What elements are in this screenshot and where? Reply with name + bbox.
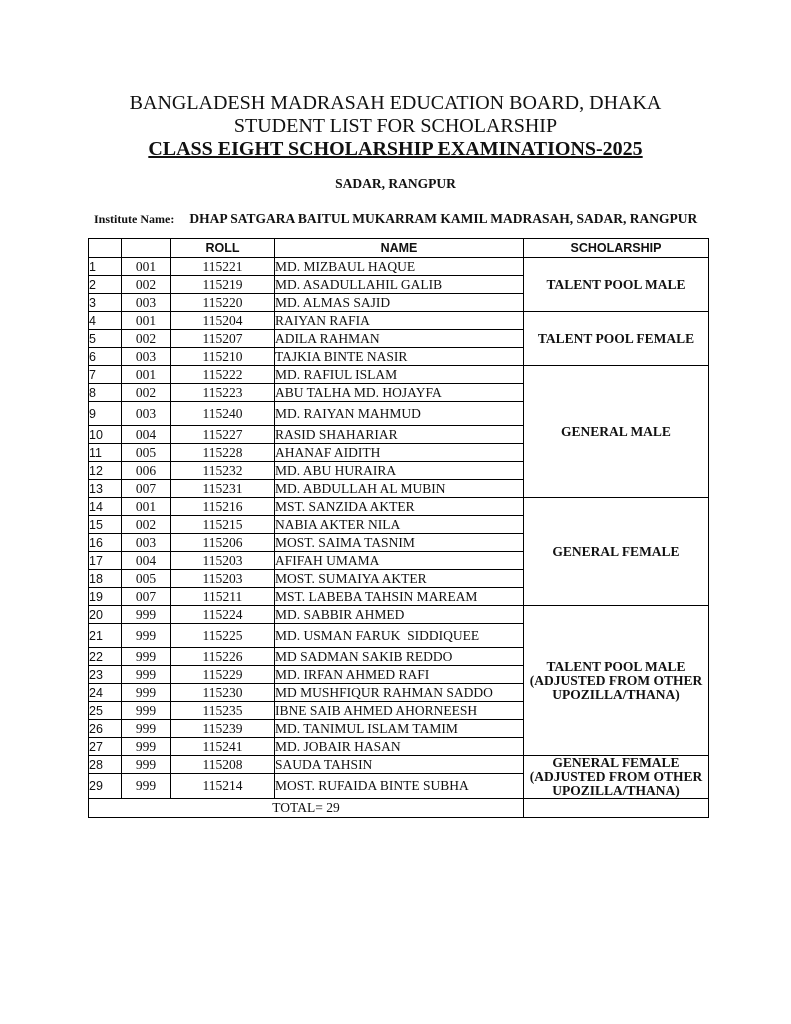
- header-scholarship: SCHOLARSHIP: [524, 239, 709, 258]
- serial-cell: 1: [89, 258, 122, 276]
- total-cell: TOTAL= 29: [89, 799, 524, 818]
- total-row: [89, 799, 709, 818]
- name-cell: MST. LABEBA TAHSIN MAREAM: [275, 588, 524, 606]
- code-cell: 999: [122, 684, 171, 702]
- scholarship-label-line: GENERAL FEMALE: [552, 543, 680, 559]
- roll-cell: 115219: [171, 276, 275, 294]
- code-cell: 999: [122, 702, 171, 720]
- roll-cell: 115222: [171, 366, 275, 384]
- table-row: [89, 312, 709, 330]
- code-cell: 002: [122, 384, 171, 402]
- roll-cell: 115226: [171, 648, 275, 666]
- code-cell: 004: [122, 426, 171, 444]
- code-cell: 999: [122, 648, 171, 666]
- region-heading: SADAR, RANGPUR: [335, 176, 456, 191]
- header-code: [122, 239, 171, 258]
- name-cell: IBNE SAIB AHMED AHORNEESH: [275, 702, 524, 720]
- code-cell: 999: [122, 738, 171, 756]
- roll-cell: 115231: [171, 480, 275, 498]
- scholarship-label-line: UPOZILLA/THANA): [552, 686, 680, 702]
- roll-cell: 115229: [171, 666, 275, 684]
- name-cell: MD. ABU HURAIRA: [275, 462, 524, 480]
- name-cell: MD MUSHFIQUR RAHMAN SADDO: [275, 684, 524, 702]
- serial-cell: 25: [89, 702, 122, 720]
- serial-cell: 13: [89, 480, 122, 498]
- roll-cell: 115208: [171, 756, 275, 774]
- serial-cell: 23: [89, 666, 122, 684]
- code-cell: 003: [122, 348, 171, 366]
- roll-cell: 115232: [171, 462, 275, 480]
- table-body: [89, 258, 709, 799]
- name-cell: ADILA RAHMAN: [275, 330, 524, 348]
- code-cell: 999: [122, 774, 171, 799]
- code-cell: 999: [122, 624, 171, 648]
- institute-line: [94, 210, 791, 228]
- serial-cell: 11: [89, 444, 122, 462]
- serial-cell: 22: [89, 648, 122, 666]
- name-cell: MD. TANIMUL ISLAM TAMIM: [275, 720, 524, 738]
- serial-cell: 20: [89, 606, 122, 624]
- table-row: [89, 258, 709, 276]
- name-cell: NABIA AKTER NILA: [275, 516, 524, 534]
- student-table: [88, 238, 709, 818]
- scholarship-cell: [524, 606, 709, 756]
- serial-cell: 19: [89, 588, 122, 606]
- table-header-row: [89, 239, 709, 258]
- roll-cell: 115221: [171, 258, 275, 276]
- scholarship-label-line: (ADJUSTED FROM OTHER: [529, 769, 703, 784]
- name-cell: MD. ASADULLAHIL GALIB: [275, 276, 524, 294]
- serial-cell: 7: [89, 366, 122, 384]
- name-cell: MD. USMAN FARUK SIDDIQUEE: [275, 624, 524, 648]
- serial-cell: 21: [89, 624, 122, 648]
- name-cell: SAUDA TAHSIN: [275, 756, 524, 774]
- board-title: BANGLADESH MADRASAH EDUCATION BOARD, DHAKA: [129, 92, 662, 114]
- name-cell: MD. IRFAN AHMED RAFI: [275, 666, 524, 684]
- name-cell: MOST. RUFAIDA BINTE SUBHA: [275, 774, 524, 799]
- name-cell: MD SADMAN SAKIB REDDO: [275, 648, 524, 666]
- name-cell: MD. ABDULLAH AL MUBIN: [275, 480, 524, 498]
- code-cell: 002: [122, 516, 171, 534]
- name-cell: AHANAF AIDITH: [275, 444, 524, 462]
- serial-cell: 3: [89, 294, 122, 312]
- name-cell: RASID SHAHARIAR: [275, 426, 524, 444]
- serial-cell: 6: [89, 348, 122, 366]
- roll-cell: 115230: [171, 684, 275, 702]
- name-cell: AFIFAH UMAMA: [275, 552, 524, 570]
- code-cell: 999: [122, 666, 171, 684]
- code-cell: 002: [122, 276, 171, 294]
- code-cell: 007: [122, 588, 171, 606]
- scholarship-cell: [524, 756, 709, 799]
- roll-cell: 115214: [171, 774, 275, 799]
- code-cell: 007: [122, 480, 171, 498]
- roll-cell: 115228: [171, 444, 275, 462]
- header-roll: ROLL: [171, 239, 275, 258]
- name-cell: MD. RAIYAN MAHMUD: [275, 402, 524, 426]
- code-cell: 004: [122, 552, 171, 570]
- serial-cell: 14: [89, 498, 122, 516]
- scholarship-label-line: TALENT POOL MALE: [546, 658, 686, 674]
- name-cell: MD. ALMAS SAJID: [275, 294, 524, 312]
- code-cell: 001: [122, 312, 171, 330]
- name-cell: ABU TALHA MD. HOJAYFA: [275, 384, 524, 402]
- serial-cell: 26: [89, 720, 122, 738]
- code-cell: 003: [122, 402, 171, 426]
- code-cell: 005: [122, 570, 171, 588]
- roll-cell: 115216: [171, 498, 275, 516]
- scholarship-cell: [524, 258, 709, 312]
- roll-cell: 115227: [171, 426, 275, 444]
- roll-cell: 115225: [171, 624, 275, 648]
- roll-cell: 115203: [171, 570, 275, 588]
- name-cell: MD. SABBIR AHMED: [275, 606, 524, 624]
- scholarship-cell: [524, 312, 709, 366]
- serial-cell: 2: [89, 276, 122, 294]
- institute-label: Institute Name:: [94, 212, 175, 226]
- roll-cell: 115215: [171, 516, 275, 534]
- roll-cell: 115220: [171, 294, 275, 312]
- serial-cell: 27: [89, 738, 122, 756]
- code-cell: 002: [122, 330, 171, 348]
- name-cell: MST. SANZIDA AKTER: [275, 498, 524, 516]
- code-cell: 999: [122, 756, 171, 774]
- scholarship-cell: [524, 366, 709, 498]
- table-row: [89, 756, 709, 774]
- serial-cell: 24: [89, 684, 122, 702]
- code-cell: 001: [122, 258, 171, 276]
- serial-cell: 5: [89, 330, 122, 348]
- roll-cell: 115224: [171, 606, 275, 624]
- code-cell: 005: [122, 444, 171, 462]
- roll-cell: 115207: [171, 330, 275, 348]
- roll-cell: 115210: [171, 348, 275, 366]
- name-cell: TAJKIA BINTE NASIR: [275, 348, 524, 366]
- serial-cell: 28: [89, 756, 122, 774]
- code-cell: 001: [122, 498, 171, 516]
- scholarship-label-line: (ADJUSTED FROM OTHER: [529, 672, 703, 688]
- roll-cell: 115206: [171, 534, 275, 552]
- roll-cell: 115241: [171, 738, 275, 756]
- serial-cell: 10: [89, 426, 122, 444]
- name-cell: MD. JOBAIR HASAN: [275, 738, 524, 756]
- serial-cell: 15: [89, 516, 122, 534]
- institute-name: DHAP SATGARA BAITUL MUKARRAM KAMIL MADRASAH, SADAR, RANGPUR: [189, 211, 698, 226]
- serial-cell: 18: [89, 570, 122, 588]
- serial-cell: 9: [89, 402, 122, 426]
- name-cell: MOST. SAIMA TASNIM: [275, 534, 524, 552]
- name-cell: RAIYAN RAFIA: [275, 312, 524, 330]
- code-cell: 006: [122, 462, 171, 480]
- scholarship-label-line: UPOZILLA/THANA): [552, 783, 680, 798]
- roll-cell: 115239: [171, 720, 275, 738]
- scholarship-label-line: TALENT POOL MALE: [546, 276, 686, 292]
- table-row: [89, 366, 709, 384]
- name-cell: MD. MIZBAUL HAQUE: [275, 258, 524, 276]
- code-cell: 001: [122, 366, 171, 384]
- serial-cell: 8: [89, 384, 122, 402]
- table-row: [89, 498, 709, 516]
- exam-title: CLASS EIGHT SCHOLARSHIP EXAMINATIONS-2025: [148, 138, 643, 160]
- roll-cell: 115204: [171, 312, 275, 330]
- header-name: NAME: [275, 239, 524, 258]
- serial-cell: 12: [89, 462, 122, 480]
- total-scholarship-cell: [524, 799, 709, 818]
- code-cell: 003: [122, 534, 171, 552]
- code-cell: 003: [122, 294, 171, 312]
- roll-cell: 115240: [171, 402, 275, 426]
- code-cell: 999: [122, 720, 171, 738]
- scholarship-label-line: GENERAL FEMALE: [552, 755, 680, 770]
- roll-cell: 115211: [171, 588, 275, 606]
- serial-cell: 17: [89, 552, 122, 570]
- scholarship-label-line: GENERAL MALE: [561, 423, 671, 439]
- name-cell: MOST. SUMAIYA AKTER: [275, 570, 524, 588]
- serial-cell: 16: [89, 534, 122, 552]
- scholarship-label-line: TALENT POOL FEMALE: [537, 330, 695, 346]
- serial-cell: 4: [89, 312, 122, 330]
- roll-cell: 115223: [171, 384, 275, 402]
- table-row: [89, 606, 709, 624]
- code-cell: 999: [122, 606, 171, 624]
- roll-cell: 115203: [171, 552, 275, 570]
- serial-cell: 29: [89, 774, 122, 799]
- roll-cell: 115235: [171, 702, 275, 720]
- document-title: STUDENT LIST FOR SCHOLARSHIP: [233, 115, 558, 137]
- scholarship-cell: [524, 498, 709, 606]
- name-cell: MD. RAFIUL ISLAM: [275, 366, 524, 384]
- header-serial: [89, 239, 122, 258]
